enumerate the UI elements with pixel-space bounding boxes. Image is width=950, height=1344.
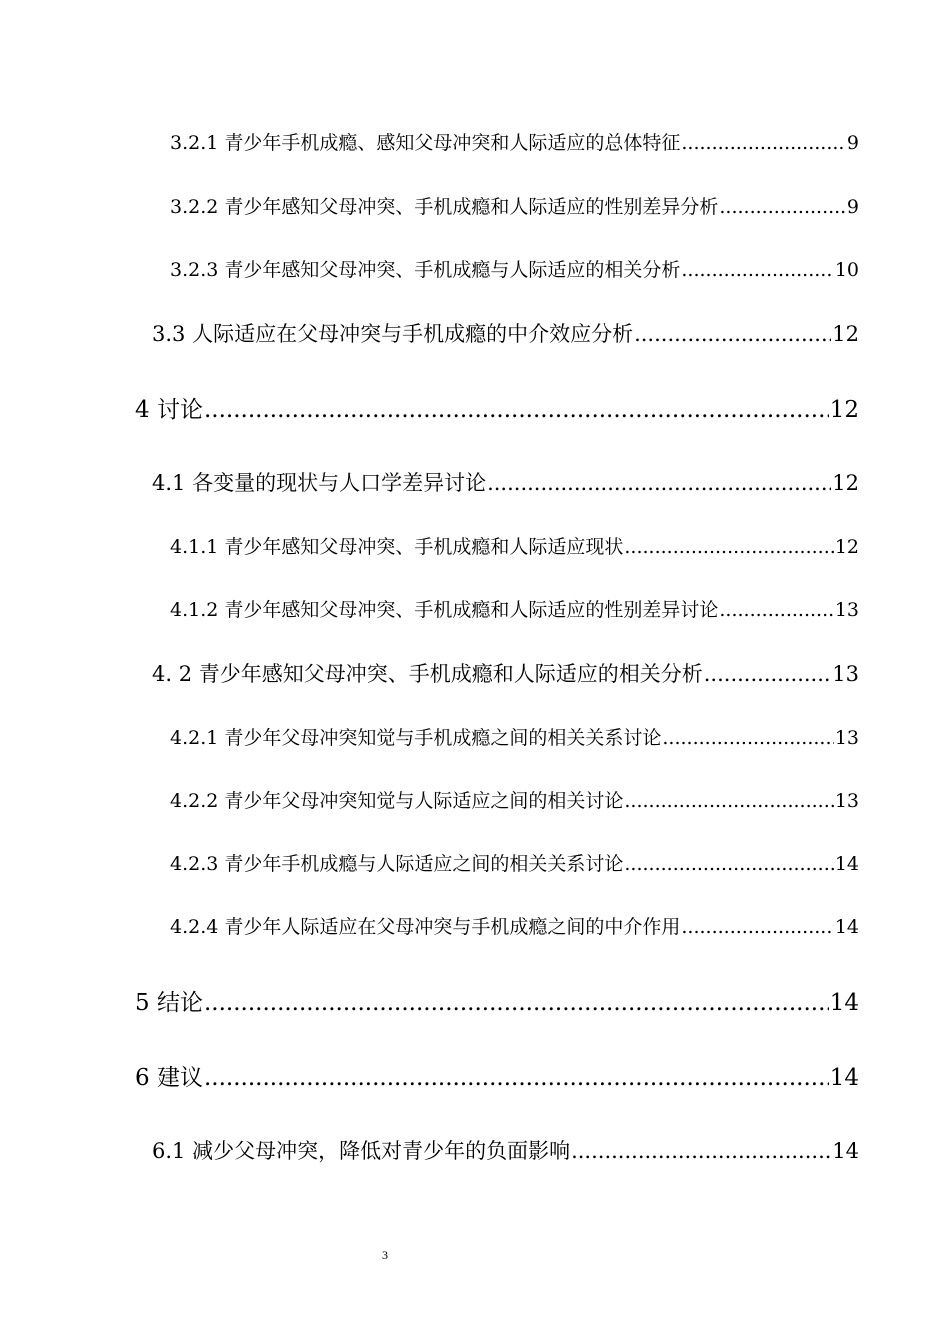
toc-leader-dots — [681, 916, 833, 938]
toc-entry-4-2-4[interactable] — [170, 912, 859, 939]
toc-page-number: 14 — [834, 916, 859, 938]
toc-entry-5[interactable] — [135, 984, 859, 1017]
toc-entry-3-2-2[interactable] — [170, 192, 859, 219]
toc-entry-label: 4.2.2 青少年父母冲突知觉与人际适应之间的相关讨论 — [170, 790, 624, 812]
toc-leader-dots — [624, 790, 833, 812]
toc-page-number: 12 — [829, 397, 859, 423]
toc-page-number: 9 — [846, 196, 859, 218]
toc-page-number: 13 — [832, 662, 859, 686]
toc-entry-label: 6.1 减少父母冲突，降低对青少年的负面影响 — [152, 1139, 571, 1163]
toc-page-number: 12 — [832, 322, 859, 346]
toc-entry-4-2-2[interactable] — [170, 786, 859, 813]
toc-entry-label: 3.2.2 青少年感知父母冲突、手机成瘾和人际适应的性别差异分析 — [170, 196, 719, 218]
toc-leader-dots — [681, 259, 833, 281]
toc-leader-dots — [719, 599, 833, 621]
toc-entry-label: 4.1 各变量的现状与人口学差异讨论 — [152, 471, 487, 495]
toc-leader-dots — [204, 990, 829, 1016]
toc-page-number: 14 — [834, 853, 859, 875]
toc-entry-4-1-1[interactable] — [170, 532, 859, 559]
toc-entry-4-1[interactable] — [152, 467, 859, 497]
toc-entry-4-2-1[interactable] — [170, 723, 859, 750]
toc-entry-4-1-2[interactable] — [170, 595, 859, 622]
toc-entry-label: 3.2.1 青少年手机成瘾、感知父母冲突和人际适应的总体特征 — [170, 132, 681, 154]
toc-page-number: 13 — [834, 790, 859, 812]
toc-entry-6[interactable] — [135, 1059, 859, 1092]
toc-leader-dots — [204, 1065, 829, 1091]
toc-page-number: 14 — [829, 1065, 859, 1091]
toc-page-number: 13 — [834, 599, 859, 621]
toc-leader-dots — [662, 727, 833, 749]
footer-page-number: 3 — [382, 1248, 388, 1262]
toc-page-number: 14 — [829, 990, 859, 1016]
toc-entry-label: 4.1.1 青少年感知父母冲突、手机成瘾和人际适应现状 — [170, 536, 624, 558]
toc-leader-dots — [719, 196, 846, 218]
toc-entry-label: 4.2.3 青少年手机成瘾与人际适应之间的相关关系讨论 — [170, 853, 624, 875]
toc-entry-label: 3.3 人际适应在父母冲突与手机成瘾的中介效应分析 — [152, 322, 634, 346]
toc-entry-3-2-3[interactable] — [170, 255, 859, 282]
toc-leader-dots — [571, 1139, 831, 1163]
toc-entry-label: 4 讨论 — [135, 397, 203, 423]
toc-leader-dots — [681, 132, 846, 154]
toc-leader-dots — [634, 322, 831, 346]
toc-page-number: 12 — [834, 536, 859, 558]
toc-entry-label: 6 建议 — [135, 1065, 203, 1091]
toc-leader-dots — [704, 662, 832, 686]
toc-entry-label: 3.2.3 青少年感知父母冲突、手机成瘾与人际适应的相关分析 — [170, 259, 681, 281]
toc-entry-label: 4.2.1 青少年父母冲突知觉与手机成瘾之间的相关关系讨论 — [170, 727, 662, 749]
toc-page-number: 9 — [846, 132, 859, 154]
toc-entry-6-1[interactable] — [152, 1135, 859, 1165]
toc-page-number: 12 — [832, 471, 859, 495]
toc-entry-4[interactable] — [135, 391, 859, 424]
toc-page-number: 14 — [832, 1139, 859, 1163]
toc-leader-dots — [624, 536, 833, 558]
toc-leader-dots — [624, 853, 833, 875]
toc-entry-3-2-1[interactable] — [170, 128, 859, 155]
toc-entry-4-2[interactable] — [152, 658, 859, 688]
toc-entry-label: 4. 2 青少年感知父母冲突、手机成瘾和人际适应的相关分析 — [152, 662, 703, 686]
toc-leader-dots — [487, 471, 831, 495]
toc-entry-label: 4.1.2 青少年感知父母冲突、手机成瘾和人际适应的性别差异讨论 — [170, 599, 719, 621]
toc-entry-label: 4.2.4 青少年人际适应在父母冲突与手机成瘾之间的中介作用 — [170, 916, 681, 938]
toc-page-number: 13 — [834, 727, 859, 749]
toc-leader-dots — [204, 397, 829, 423]
toc-page-number: 10 — [834, 259, 859, 281]
toc-entry-label: 5 结论 — [135, 990, 203, 1016]
toc-entry-3-3[interactable] — [152, 318, 859, 348]
toc-entry-4-2-3[interactable] — [170, 849, 859, 876]
